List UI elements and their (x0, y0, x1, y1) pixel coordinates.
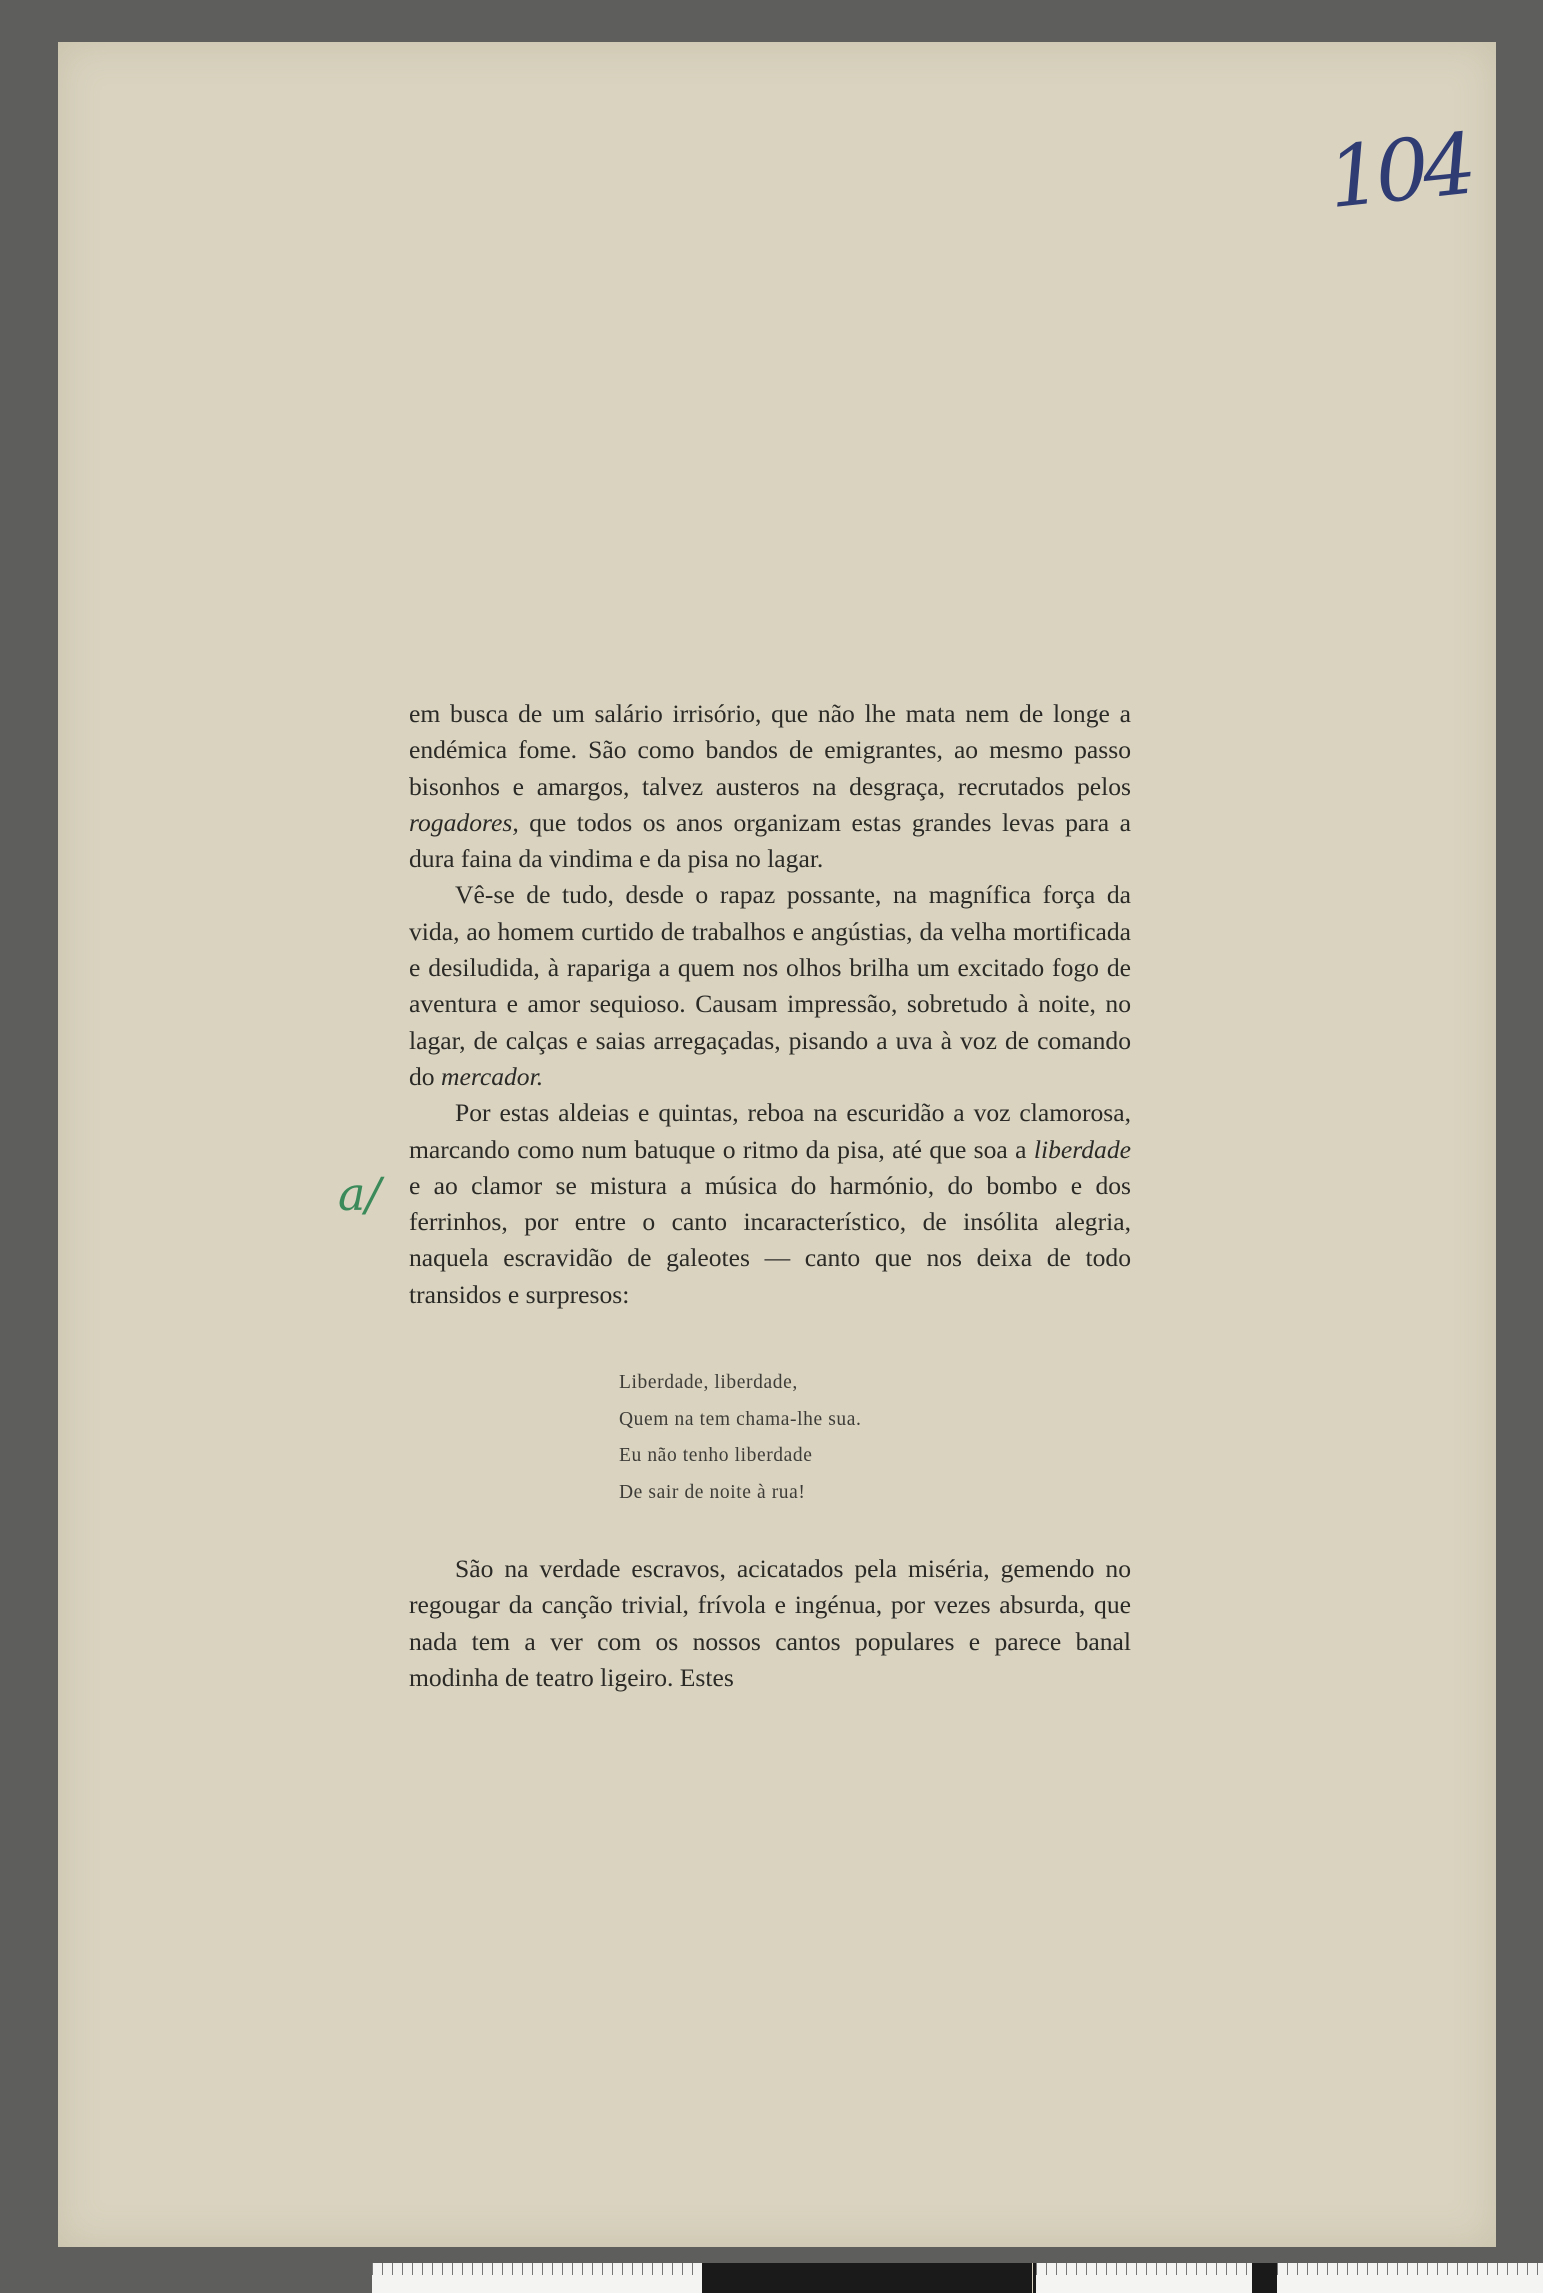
paragraph-1-text-a: em busca de um salário irrisório, que não lhe mata nem de longe a endémica fome. São como bandos de emigrantes, ao mesmo passo bisonhos e amargos, talvez austeros na desgraça, recrutados pelos (409, 699, 1131, 801)
verse-quatrain (619, 1365, 1131, 1511)
term-rogadores: rogadores, (409, 807, 519, 837)
handwritten-page-number: 104 (1323, 114, 1476, 228)
term-liberdade: liberdade (1033, 1134, 1131, 1164)
verse-line: Quem na tem chama-lhe sua. (619, 1408, 862, 1430)
ruler-segment (372, 2263, 702, 2293)
margin-annotation: a/ (338, 1167, 381, 1221)
term-mercador: mercador. (441, 1061, 544, 1091)
ruler-segment (1277, 2263, 1543, 2293)
paragraph-1-text-b: que todos os anos organizam estas grandes levas para a dura faina da vindima e da pisa no lagar. (409, 807, 1131, 874)
paragraph-3 (409, 1095, 1131, 1313)
paragraph-2-text-a: Vê-se de tudo, desde o rapaz possante, na magnífica força da vida, ao homem curtido de trabalhos e angústias, da velha mortificada e desiludida, à rapariga a quem nos olhos brilha um excitado fogo de aventura e amor sequioso. Causam impressão, sobretudo à noite, no lagar, de calças e saias arregaçadas, pisando a uva à voz de comando do (409, 880, 1131, 1091)
paragraph-1 (409, 696, 1131, 877)
paragraph-3-text-b: e ao clamor se mistura a música do harmónio, do bombo e dos ferrinhos, por entre o canto incaracterístico, de insólita alegria, naquela escravidão de galeotes — canto que nos deixa de todo transidos e surpresos: (409, 1170, 1131, 1309)
ruler-segment (1252, 2263, 1277, 2293)
ruler-segment (702, 2263, 1032, 2293)
body-text (409, 696, 1131, 1696)
verse-line: De sair de noite à rua! (619, 1481, 806, 1503)
scale-ruler (372, 2263, 1543, 2293)
paragraph-3-text-a: Por estas aldeias e quintas, reboa na escuridão a voz clamorosa, marcando como num batuque o ritmo da pisa, até que soa a (409, 1098, 1131, 1164)
paragraph-2 (409, 877, 1131, 1095)
verse-line: Liberdade, liberdade, (619, 1372, 798, 1394)
verse-line: Eu não tenho liberdade (619, 1445, 813, 1467)
paragraph-4: São na verdade escravos, acicatados pela miséria, gemendo no regougar da canção trivial, frívola e ingénua, por vezes absurda, que nada tem a ver com os nossos cantos populares e parece banal modinha de teatro ligeiro. Estes (409, 1554, 1131, 1692)
ruler-segment (1036, 2263, 1252, 2293)
